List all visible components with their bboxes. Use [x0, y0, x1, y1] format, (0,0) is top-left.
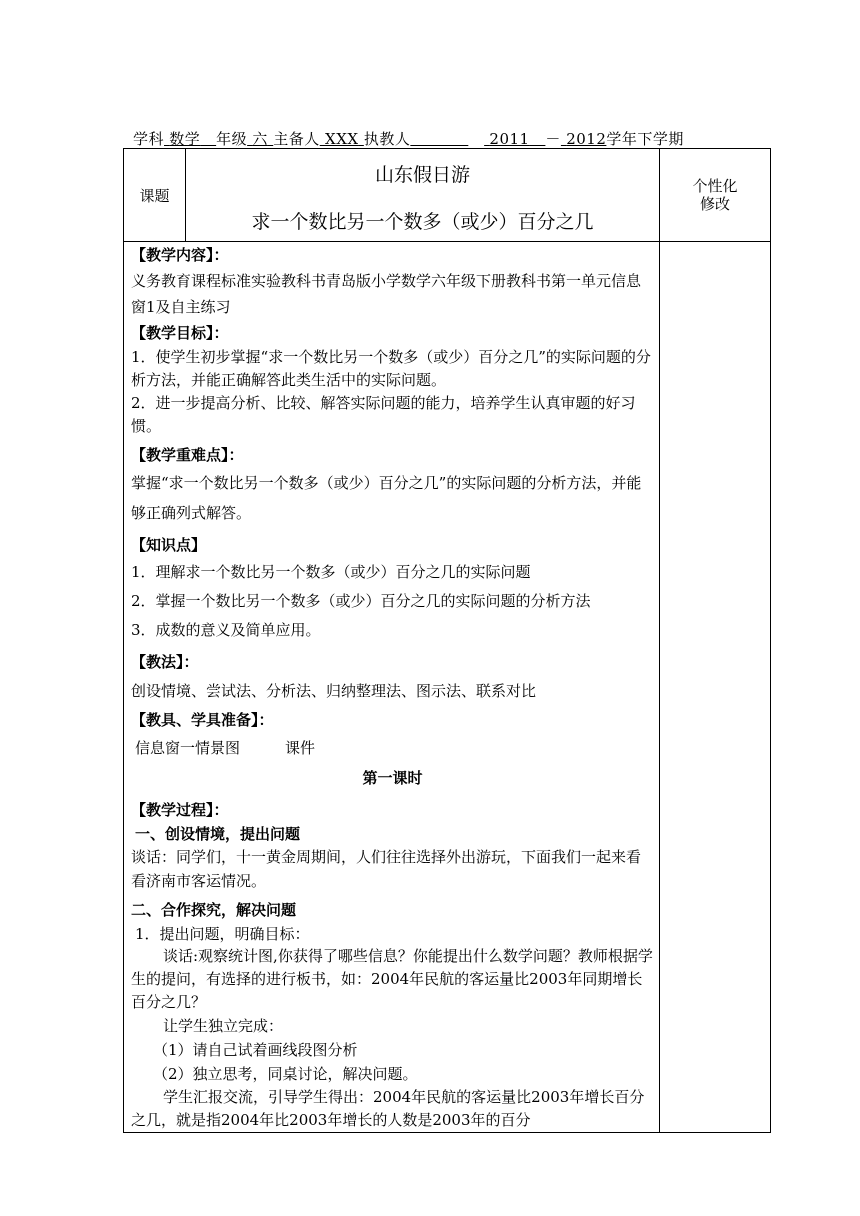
- year-end: 2012: [566, 130, 607, 148]
- section-heading-tools: 【教具、学具准备】：: [131, 711, 274, 729]
- teacher-blank: [410, 130, 468, 148]
- lead-label: 主备人: [273, 130, 320, 148]
- step-1-title: 一、创设情境，提出问题: [135, 825, 301, 843]
- step-2-text-2: 让学生独立完成：: [163, 1017, 284, 1035]
- personal-edit-label-2: 修改: [699, 195, 730, 213]
- title-cell: [186, 149, 660, 242]
- knowledge-point-2: 2．掌握一个数比另一个数多（或少）百分之几的实际问题的分析方法: [131, 592, 591, 610]
- step-1-text: 谈话：同学们，十一黄金周期间，人们往往选择外出游玩，下面我们一起来看看济南市客运情况。: [131, 848, 642, 890]
- section-heading-goals: 【教学目标】：: [131, 324, 229, 342]
- grade-label: 年级: [216, 130, 248, 148]
- year-start: 2011: [489, 130, 530, 148]
- goal-2: 2．进一步提高分析、比较、解答实际问题的能力，培养学生认真审题的好习惯。: [131, 394, 636, 435]
- content-text: 义务教育课程标准实验教科书青岛版小学数学六年级下册教科书第一单元信息窗1及自主练习: [131, 272, 642, 316]
- subject-label: 学科: [133, 130, 165, 148]
- lesson-session-title: 第一课时: [362, 769, 423, 787]
- method-text: 创设情境、尝试法、分析法、归纳整理法、图示法、联系对比: [131, 682, 537, 700]
- section-heading-content: 【教学内容】：: [131, 246, 229, 264]
- lesson-title: 山东假日游: [374, 164, 470, 186]
- step-2-text-3: 学生汇报交流，引导学生得出：2004年民航的客运量比2003年增长百分之几，就是指2004年比2003年增长的人数是2003年的百分: [131, 1088, 645, 1129]
- knowledge-point-1: 1．理解求一个数比另一个数多（或少）百分之几的实际问题: [131, 563, 531, 581]
- key-points-text: 掌握“求一个数比另一个数多（或少）百分之几”的实际问题的分析方法，并能够正确列式解答。: [131, 474, 642, 522]
- lead-value: XXX: [325, 130, 359, 148]
- personal-edit-header-cell: [660, 149, 771, 242]
- step-2-title: 二、合作探究，解决问题: [131, 901, 297, 919]
- section-heading-key-points: 【教学重难点】：: [131, 446, 244, 464]
- year-separator: －: [545, 130, 561, 148]
- step-2-item-2: （2）独立思考，同桌讨论，解决问题。: [153, 1065, 418, 1083]
- teacher-label: 执教人: [363, 130, 411, 148]
- step-2-text-1: 谈话:观察统计图,你获得了哪些信息？你能提出什么数学问题？教师根据学生的提问，有选择的进行板书，如：2004年民航的客运量比2003年同期增长百分之几？: [131, 947, 653, 1011]
- content-row: [124, 242, 771, 1133]
- section-heading-process: 【教学过程】：: [131, 801, 229, 819]
- goal-1: 1．使学生初步掌握“求一个数比另一个数多（或少）百分之几”的实际问题的分析方法，并能正确解答此类生活中的实际问题。: [131, 348, 651, 389]
- title-row: [124, 149, 771, 242]
- content-cell: [124, 242, 660, 1133]
- subject-value: 数学: [169, 130, 201, 148]
- grade-value: 六: [252, 130, 268, 148]
- section-heading-method: 【教法】：: [131, 653, 199, 671]
- topic-label-cell: [124, 149, 186, 242]
- knowledge-point-3: 3．成数的意义及简单应用。: [131, 621, 321, 639]
- topic-label: 课题: [139, 186, 170, 205]
- personal-edit-label-1: 个性化: [692, 177, 738, 195]
- tools-text: 信息窗一情景图 课件: [135, 739, 316, 757]
- personal-edit-cell: [660, 242, 771, 1133]
- lesson-subtitle: 求一个数比另一个数多（或少）百分之几: [251, 211, 594, 233]
- term-label: 学年下学期: [606, 130, 684, 148]
- step-2-sub-1: 1．提出问题，明确目标：: [135, 925, 310, 943]
- step-2-item-1: （1）请自己试着画线段图分析: [153, 1041, 358, 1059]
- document-header: [133, 128, 684, 149]
- lesson-plan-table: [123, 148, 771, 1133]
- section-heading-knowledge: 【知识点】: [131, 536, 207, 554]
